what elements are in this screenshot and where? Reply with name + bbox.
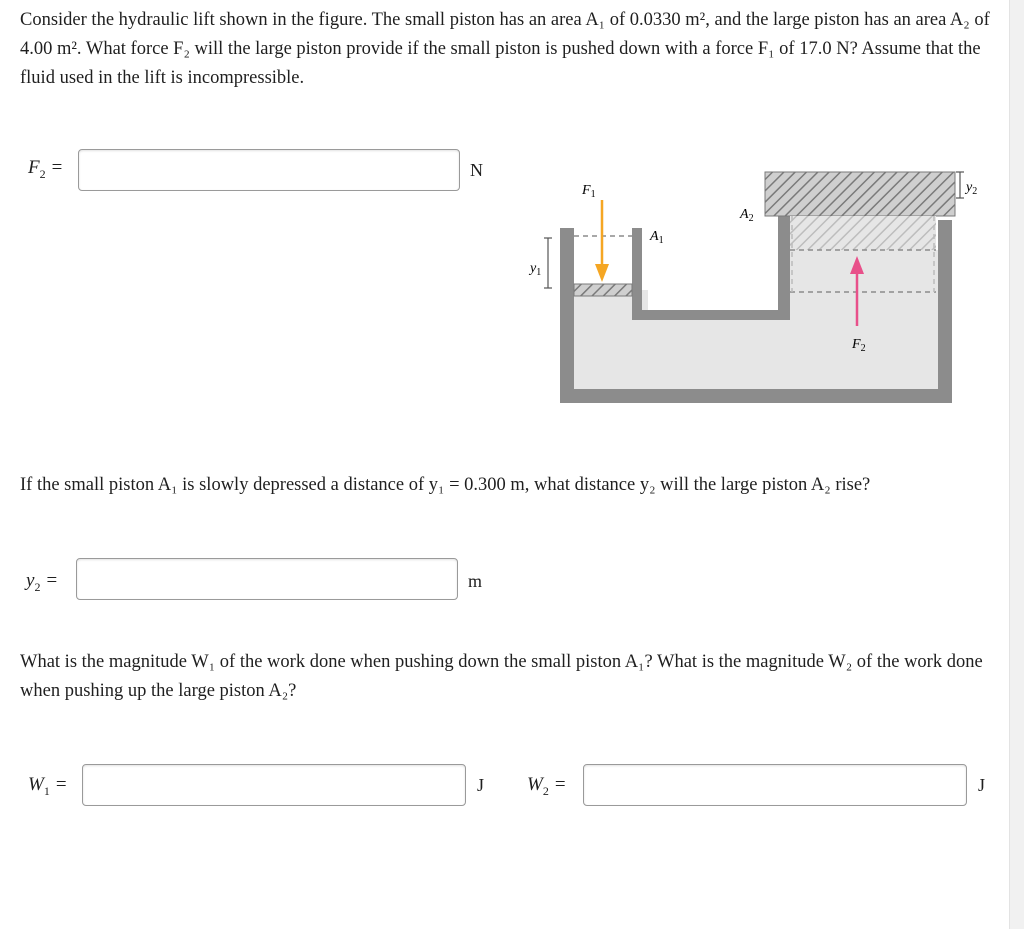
y2-answer-input[interactable]: [76, 558, 458, 600]
question2-text: If the small piston A₁ is slowly depressed a distance of y₁ = 0.300 m, what distance y₂ will the large piston A₂ rise?: [20, 475, 871, 495]
small-piston: [574, 284, 632, 296]
y1-bracket: [544, 238, 552, 288]
w2-unit: J: [978, 775, 986, 795]
f2-unit: N: [470, 160, 483, 180]
question1-text: Consider the hydraulic lift shown in the figure. The small piston has an area A₁ of 0.0330 m², and the large piston has an area A₂ of 4.00 m². What force F₂ will the large piston provide if the small piston is pushed down with a force F₁ of 17.0 N? Assume that the fluid used in the lift is incompressible.: [20, 10, 990, 88]
w1-answer-label: $W_1$ =: [28, 774, 67, 798]
w1-unit: J: [477, 775, 485, 795]
y2-answer-label: $y_2$ =: [26, 570, 58, 594]
y2-unit: m: [468, 571, 483, 591]
w1-answer-input[interactable]: [82, 764, 466, 806]
scrollbar[interactable]: [1009, 0, 1024, 929]
label-y1: $y_1$: [530, 261, 542, 278]
fluid: [574, 250, 938, 395]
label-f1: $F_1$: [582, 183, 596, 200]
y2-bracket: [956, 172, 964, 198]
w2-answer-input[interactable]: [583, 764, 967, 806]
hydraulic-lift-figure: [512, 160, 992, 415]
question3-text: What is the magnitude W₁ of the work done when pushing down the small piston A₁? What is the magnitude W₂ of the work done when pushing up the large piston A₂?: [20, 652, 983, 701]
label-a1: $A_1$: [650, 229, 664, 246]
f1-arrow: [595, 200, 609, 282]
label-y2: $y_2$: [966, 180, 978, 197]
large-piston: [765, 172, 955, 216]
w2-answer-label: $W_2$ =: [527, 774, 566, 798]
large-piston-ghost: [790, 216, 936, 250]
label-a2: $A_2$: [740, 207, 754, 224]
label-f2: $F_2$: [852, 337, 866, 354]
f2-answer-label: $F_2$ =: [28, 157, 63, 181]
f2-answer-input[interactable]: [78, 149, 460, 191]
